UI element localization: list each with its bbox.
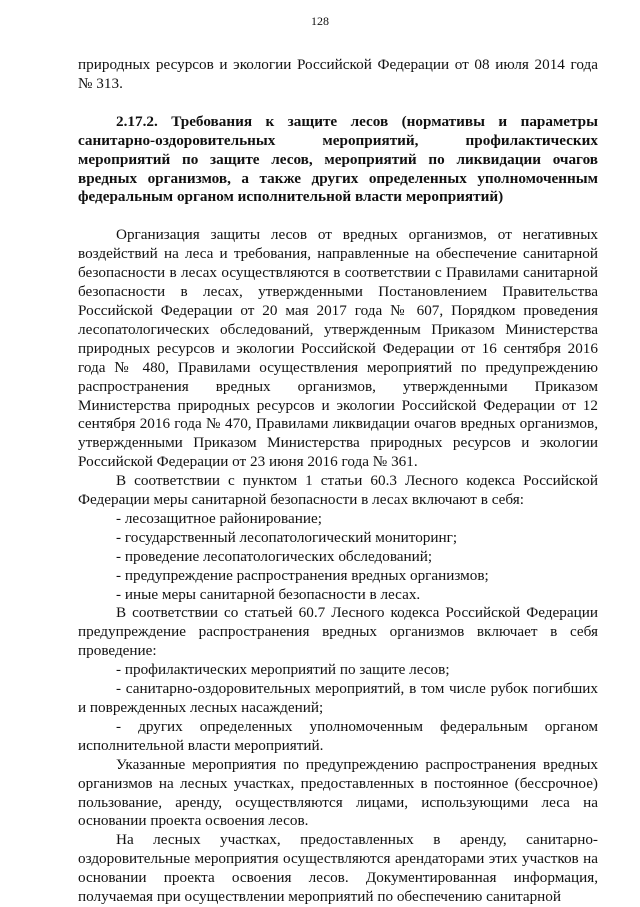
paragraph-1: Организация защиты лесов от вредных организмов, от негативных воздействий на леса и требования, направленные на обеспечение санитарной безопасности в лесах осуществляются в соответствии с Правилами санитарной безопасности в лесах, утвержденными Постановлением Правительства Российской Федерации от 20 мая 2017 года № 607, Порядком проведения лесопатологических обследований, утвержденным Приказом Министерства природных ресурсов и экологии Российской Федерации от 16 сентября 2016 года № 480, Правилами осуществления мероприятий по предупреждению распространения вредных организмов, утвержденными Приказом Министерства природных ресурсов и экологии Российской Федерации от 12 сентября 2016 года № 470, Правилами ликвидации очагов вредных организмов, утвержденными Приказом Министерства природных ресурсов и экологии Российской Федерации от 23 июня 2016 года № 361.	[78, 226, 598, 471]
page-content	[78, 56, 598, 907]
page-number: 128	[311, 14, 329, 28]
paragraph-4: Указанные мероприятия по предупреждению распространения вредных организмов на лесных участках, предоставленных в постоянное (бессрочное) пользование, аренду, осуществляются лицами, использующими леса на основании проекта освоения лесов.	[78, 755, 598, 830]
list2-item: - профилактических мероприятий по защите лесов;	[116, 661, 450, 679]
list1-item: - иные меры санитарной безопасности в лесах.	[116, 585, 421, 603]
paragraph-3: В соответствии со статьей 60.7 Лесного кодекса Российской Федерации предупреждение распространения вредных организмов включает в себя проведение:	[78, 604, 598, 660]
list1-item: - государственный лесопатологический мониторинг;	[116, 528, 458, 546]
list2-item: - санитарно-оздоровительных мероприятий, в том числе рубок погибших и поврежденных лесных насаждений;	[78, 680, 598, 716]
section-heading: 2.17.2. Требования к защите лесов (нормативы и параметры санитарно-оздоровительных мероприятий, профилактических мероприятий по защите лесов, мероприятий по ликвидации очагов вредных организмов, а также других определенных уполномоченным федеральным органом исполнительной власти мероприятий)	[78, 112, 598, 206]
list2-item: - других определенных уполномоченным федеральным органом исполнительной власти мероприятий.	[78, 717, 598, 754]
paragraph-5: На лесных участках, предоставленных в аренду, санитарно-оздоровительные мероприятия осуществляются арендаторами этих участков на основании проекта освоения лесов. Документированная информация, получаемая при осуществлении мероприятий по обеспечению санитарной	[78, 831, 598, 906]
list1-item: - лесозащитное районирование;	[116, 509, 322, 527]
lead-paragraph: природных ресурсов и экологии Российской Федерации от 08 июля 2014 года № 313.	[78, 56, 598, 92]
list1-item: - предупреждение распространения вредных организмов;	[116, 566, 489, 584]
paragraph-2: В соответствии с пунктом 1 статьи 60.3 Лесного кодекса Российской Федерации меры санитарной безопасности в лесах включают в себя:	[78, 472, 598, 509]
list1-item: - проведение лесопатологических обследований;	[116, 547, 433, 565]
